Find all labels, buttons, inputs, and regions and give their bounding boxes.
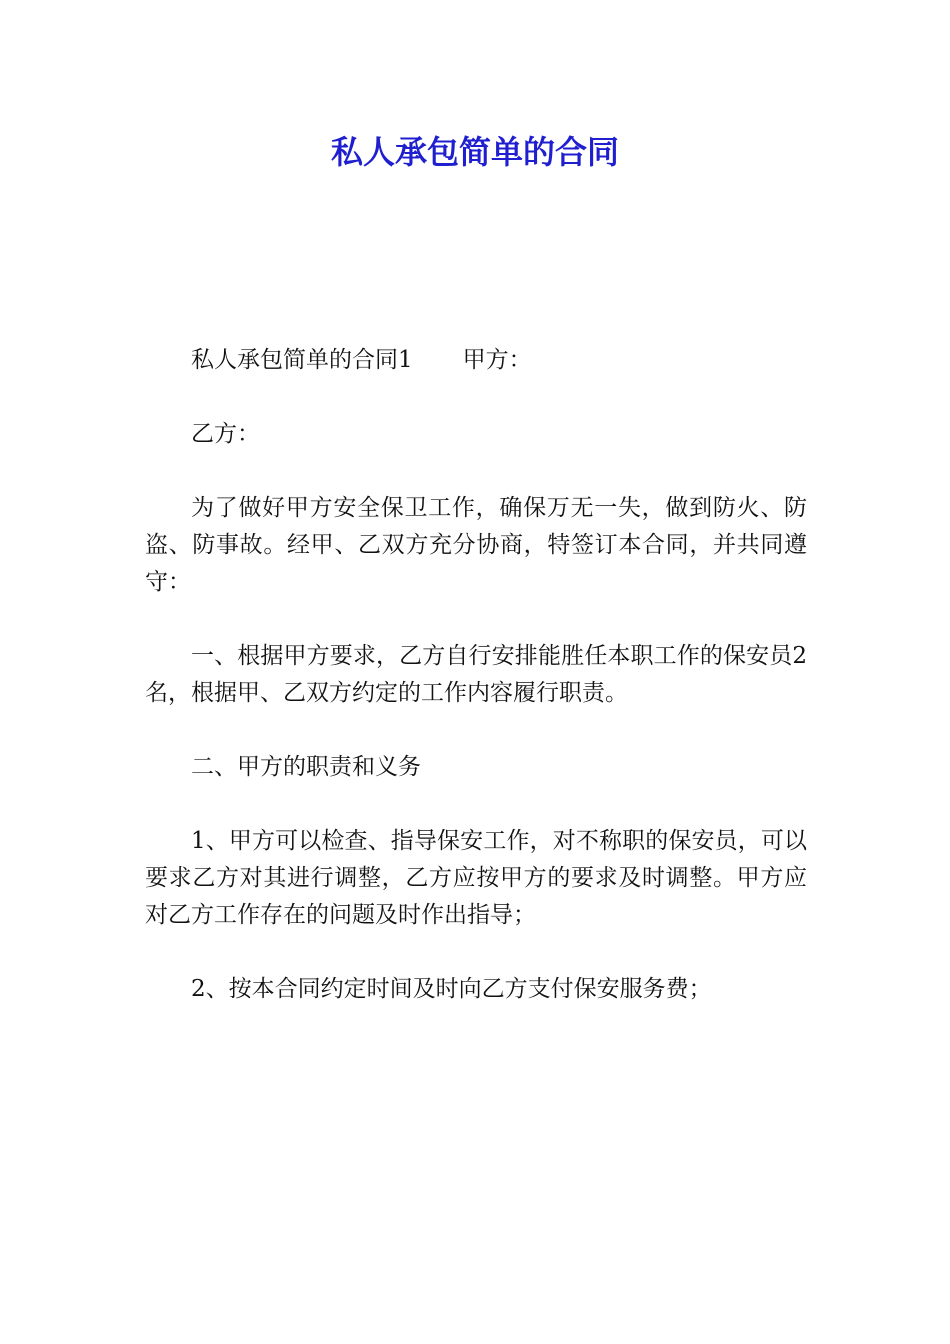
contract-label: 私人承包简单的合同1 [191,347,413,373]
paragraph-clause-2-heading: 二、甲方的职责和义务 [191,754,421,780]
heading-line [145,342,807,379]
paragraph-clause-2-item-1: 1、甲方可以检查、指导保安工作，对不称职的保安员，可以要求乙方对其进行调整，乙方应按甲方的要求及时调整。甲方应对乙方工作存在的问题及时作出指导； [145,828,807,928]
party-a-label: 甲方： [462,347,532,373]
document-body [145,342,807,1045]
paragraph-party-b: 乙方： [191,421,260,447]
paragraph-preamble: 为了做好甲方安全保卫工作，确保万无一失，做到防火、防盗、防事故。经甲、乙双方充分协商，特签订本合同，并共同遵守： [145,495,807,595]
paragraph-clause-1: 一、根据甲方要求，乙方自行安排能胜任本职工作的保安员2名，根据甲、乙双方约定的工作内容履行职责。 [145,643,807,706]
paragraph-clause-2-item-2: 2、按本合同约定时间及时向乙方支付保安服务费； [191,976,712,1002]
document-title: 私人承包简单的合同 [330,133,619,171]
